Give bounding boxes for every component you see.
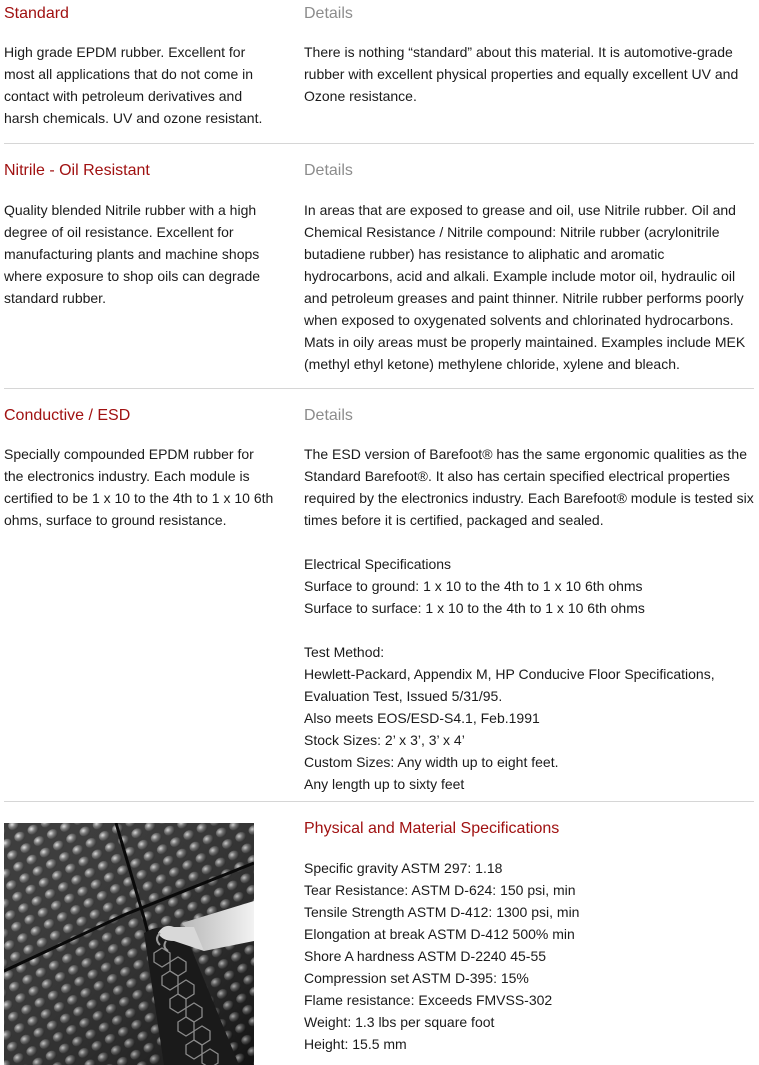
electrical-spec-line: Electrical Specifications <box>304 556 452 572</box>
test-method-line: Stock Sizes: 2’ x 3’, 3’ x 4’ <box>304 732 465 748</box>
physical-spec-line: Flame resistance: Exceeds FMVSS-302 <box>304 992 553 1008</box>
test-method-line: Test Method: <box>304 644 385 660</box>
section-summary: Specially compounded EPDM rubber for the electronics industry. Each module is certified to be 1 x 10 to the 4th to 1 x 10 6th ohms, surface to ground resistance. <box>4 446 274 528</box>
standard-summary-column <box>4 4 274 129</box>
rubber-mat-photo <box>4 823 254 1065</box>
divider <box>4 388 754 389</box>
physical-spec-line: Compression set ASTM D-395: 15% <box>304 970 529 986</box>
electrical-spec-line: Surface to surface: 1 x 10 to the 4th to 1 x 10 6th ohms <box>304 600 645 616</box>
test-method-line: Hewlett-Packard, Appendix M, HP Conducive Floor Specifications, <box>304 666 715 682</box>
section-summary: High grade EPDM rubber. Excellent for most all applications that do not come in contact with petroleum derivatives and harsh chemicals. UV and ozone resistant. <box>4 44 263 126</box>
nitrile-details-column <box>304 161 756 375</box>
physical-spec-list <box>304 857 756 1055</box>
nitrile-summary-column <box>4 161 274 309</box>
details-label: Details <box>304 162 353 179</box>
electrical-specifications <box>304 553 756 619</box>
physical-spec-line: Specific gravity ASTM 297: 1.18 <box>304 860 503 876</box>
physical-spec-line: Tensile Strength ASTM D-412: 1300 psi, min <box>304 904 580 920</box>
section-details: In areas that are exposed to grease and oil, use Nitrile rubber. Oil and Chemical Resistance / Nitrile compound: Nitrile rubber (acrylonitrile butadiene rubber) has resistance to aliphatic and aromatic hydrocarbons, acid and alkali. Example include motor oil, hydraulic oil and petroleum greases and paint thinner. Nitrile rubber performs poorly when exposed to oxygenated solvents and chlorinated hydrocarbons. Mats in oily areas must be properly maintained. Examples include MEK (methyl ethyl ketone) methylene chloride, xylene and bleach. <box>304 202 746 372</box>
divider <box>4 143 754 144</box>
test-method <box>304 641 756 795</box>
physical-specs-title: Physical and Material Specifications <box>304 820 560 837</box>
section-details: There is nothing “standard” about this material. It is automotive-grade rubber with excellent physical properties and equally excellent UV and Ozone resistance. <box>304 44 739 104</box>
physical-specs-column <box>304 819 756 1055</box>
section-title: Nitrile - Oil Resistant <box>4 162 150 179</box>
physical-spec-line: Height: 15.5 mm <box>304 1036 407 1052</box>
test-method-line: Also meets EOS/ESD-S4.1, Feb.1991 <box>304 710 540 726</box>
test-method-line: Custom Sizes: Any width up to eight feet. <box>304 754 559 770</box>
details-label: Details <box>304 5 353 22</box>
section-title: Standard <box>4 5 69 22</box>
physical-spec-line: Shore A hardness ASTM D-2240 45-55 <box>304 948 547 964</box>
physical-spec-line: Elongation at break ASTM D-412 500% min <box>304 926 575 942</box>
physical-spec-line: Weight: 1.3 lbs per square foot <box>304 1014 495 1030</box>
test-method-line: Any length up to sixty feet <box>304 776 465 792</box>
section-summary: Quality blended Nitrile rubber with a high degree of oil resistance. Excellent for manufacturing plants and machine shops where exposure to shop oils can degrade standard rubber. <box>4 202 261 306</box>
esd-summary-column <box>4 406 274 531</box>
physical-spec-line: Tear Resistance: ASTM D-624: 150 psi, min <box>304 882 576 898</box>
test-method-line: Evaluation Test, Issued 5/31/95. <box>304 688 503 704</box>
electrical-spec-line: Surface to ground: 1 x 10 to the 4th to 1 x 10 6th ohms <box>304 578 643 594</box>
standard-details-column <box>304 4 756 107</box>
details-label: Details <box>304 407 353 424</box>
divider <box>4 801 754 802</box>
esd-details-column <box>304 406 756 795</box>
section-title: Conductive / ESD <box>4 407 131 424</box>
section-details: The ESD version of Barefoot® has the same ergonomic qualities as the Standard Barefoot®. It also has certain specified electrical properties required by the electronics industry. Each Barefoot® module is tested six times before it is certified, packaged and sealed. <box>304 446 754 528</box>
